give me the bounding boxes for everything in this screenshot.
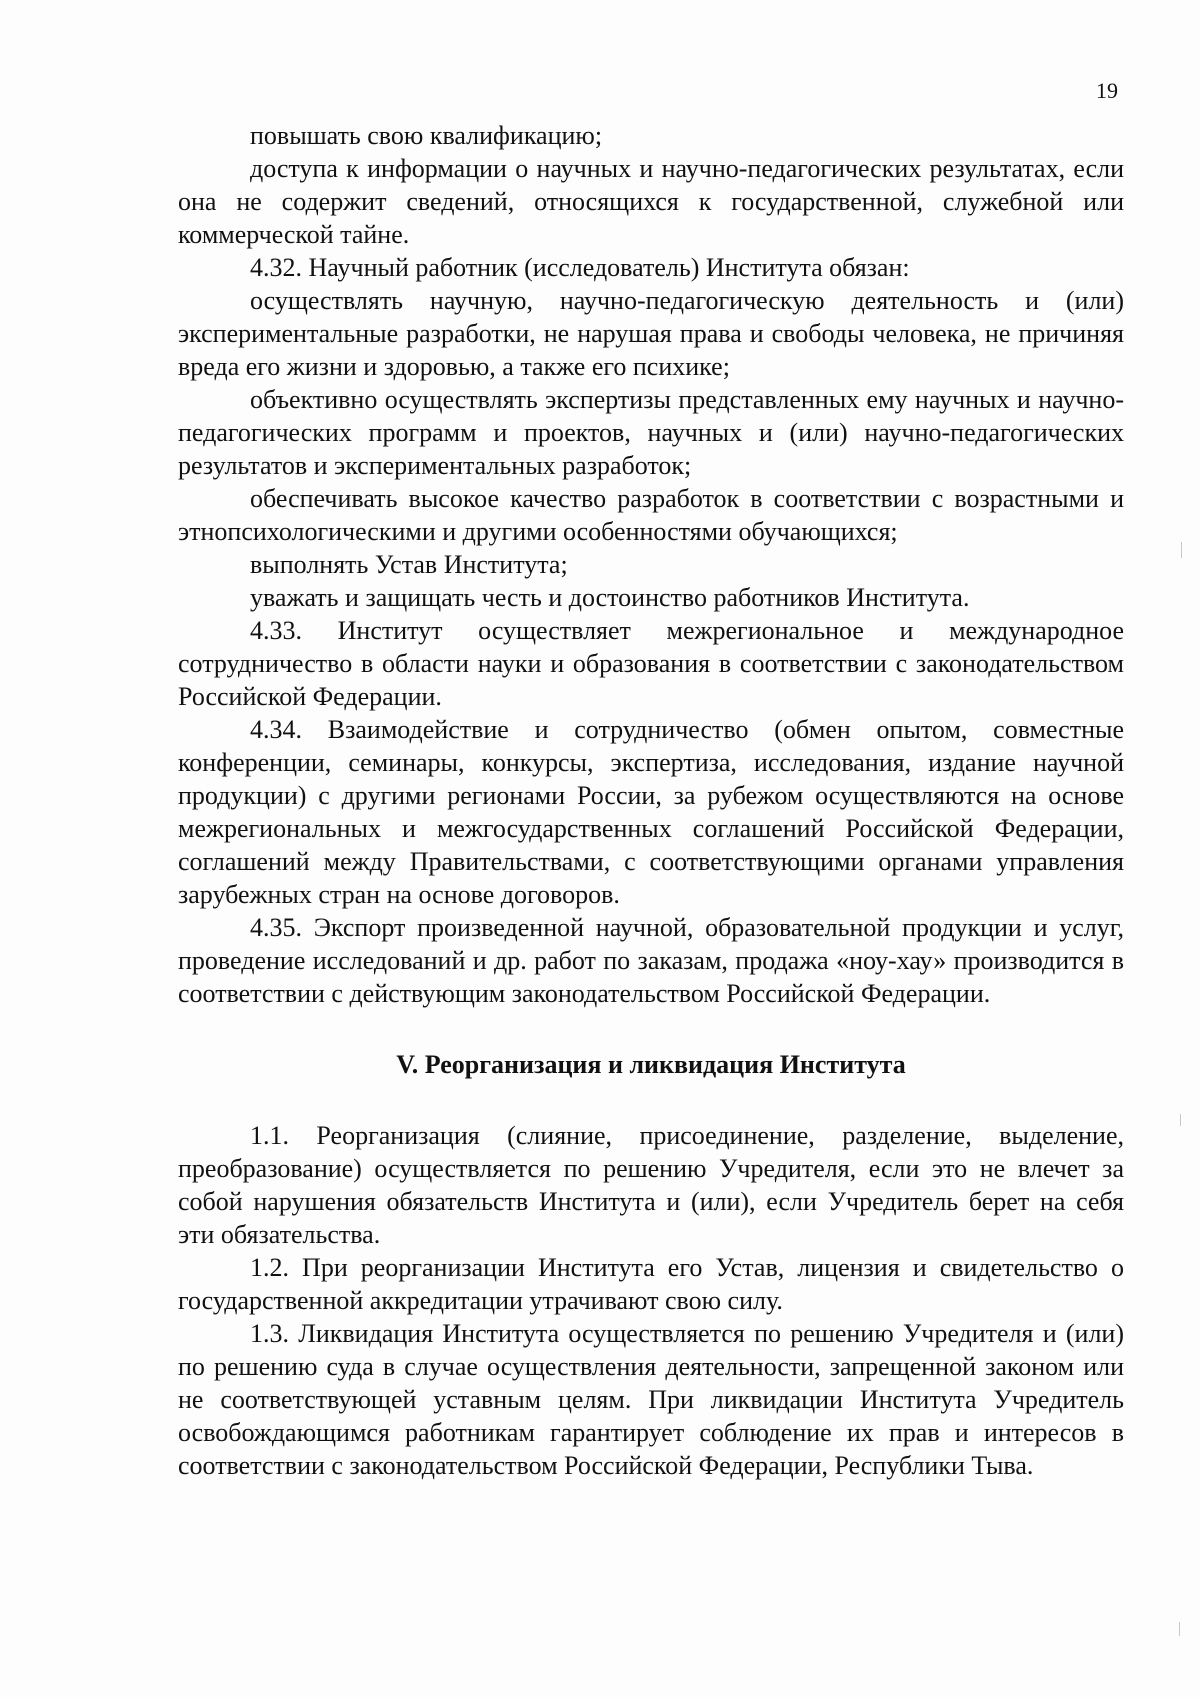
paragraph: выполнять Устав Института;: [250, 550, 568, 579]
paragraph: 4.32. Научный работник (исследователь) Института обязан:: [250, 253, 910, 282]
page-number: 19: [1096, 78, 1118, 103]
paragraph: 4.33. Институт осуществляет межрегиональное и международное сотрудничество в области науки и образования в соответствии с законодательством Российской Федерации.: [178, 616, 1124, 711]
paragraph: обеспечивать высокое качество разработок в соответствии с возрастными и этнопсихологическими и другими особенностями обучающихся;: [178, 484, 1124, 546]
section-heading: V. Реорганизация и ликвидация Института: [396, 1050, 906, 1079]
paragraph: повышать свою квалификацию;: [250, 121, 603, 150]
paragraph: 1.2. При реорганизации Института его Устав, лицензия и свидетельство о государственной аккредитации утрачивают свою силу.: [178, 1253, 1124, 1315]
paragraph: 4.34. Взаимодействие и сотрудничество (обмен опытом, совместные конференции, семинары, конкурсы, экспертиза, исследования, издание научной продукции) с другими регионами России, за рубежом осуществляются на основе межрегиональных и межгосударственных соглашений Российской Федерации, соглашений между Правительствами, с соответствующими органами управления зарубежных стран на основе договоров.: [178, 715, 1124, 909]
scan-artifact: [1180, 1114, 1181, 1126]
scan-artifact: [1181, 542, 1182, 558]
paragraph: осуществлять научную, научно-педагогическую деятельность и (или) экспериментальные разработки, не нарушая права и свободы человека, не причиняя вреда его жизни и здоровью, а также его психике;: [178, 286, 1124, 381]
document-body: [178, 119, 1124, 1482]
paragraph: уважать и защищать честь и достоинство работников Института.: [250, 583, 970, 612]
paragraph: 1.1. Реорганизация (слияние, присоединение, разделение, выделение, преобразование) осуществляется по решению Учредителя, если это не влечет за собой нарушения обязательств Института и (или), если Учредитель берет на себя эти обязательства.: [178, 1121, 1124, 1249]
paragraph: доступа к информации о научных и научно-педагогических результатах, если она не содержит сведений, относящихся к государственной, служебной или коммерческой тайне.: [178, 154, 1124, 249]
paragraph: 4.35. Экспорт произведенной научной, образовательной продукции и услуг, проведение исследований и др. работ по заказам, продажа «ноу-хау» производится в соответствии с действующим законодательством Российской Федерации.: [178, 913, 1124, 1008]
paragraph: объективно осуществлять экспертизы представленных ему научных и научно-педагогических программ и проектов, научных и (или) научно-педагогических результатов и экспериментальных разработок;: [178, 385, 1124, 480]
scan-artifact: [1179, 1622, 1180, 1636]
paragraph: 1.3. Ликвидация Института осуществляется по решению Учредителя и (или) по решению суда в случае осуществления деятельности, запрещенной законом или не соответствующей уставным целям. При ликвидации Института Учредитель освобождающимся работникам гарантирует соблюдение их прав и интересов в соответствии с законодательством Российской Федерации, Республики Тыва.: [178, 1319, 1124, 1480]
